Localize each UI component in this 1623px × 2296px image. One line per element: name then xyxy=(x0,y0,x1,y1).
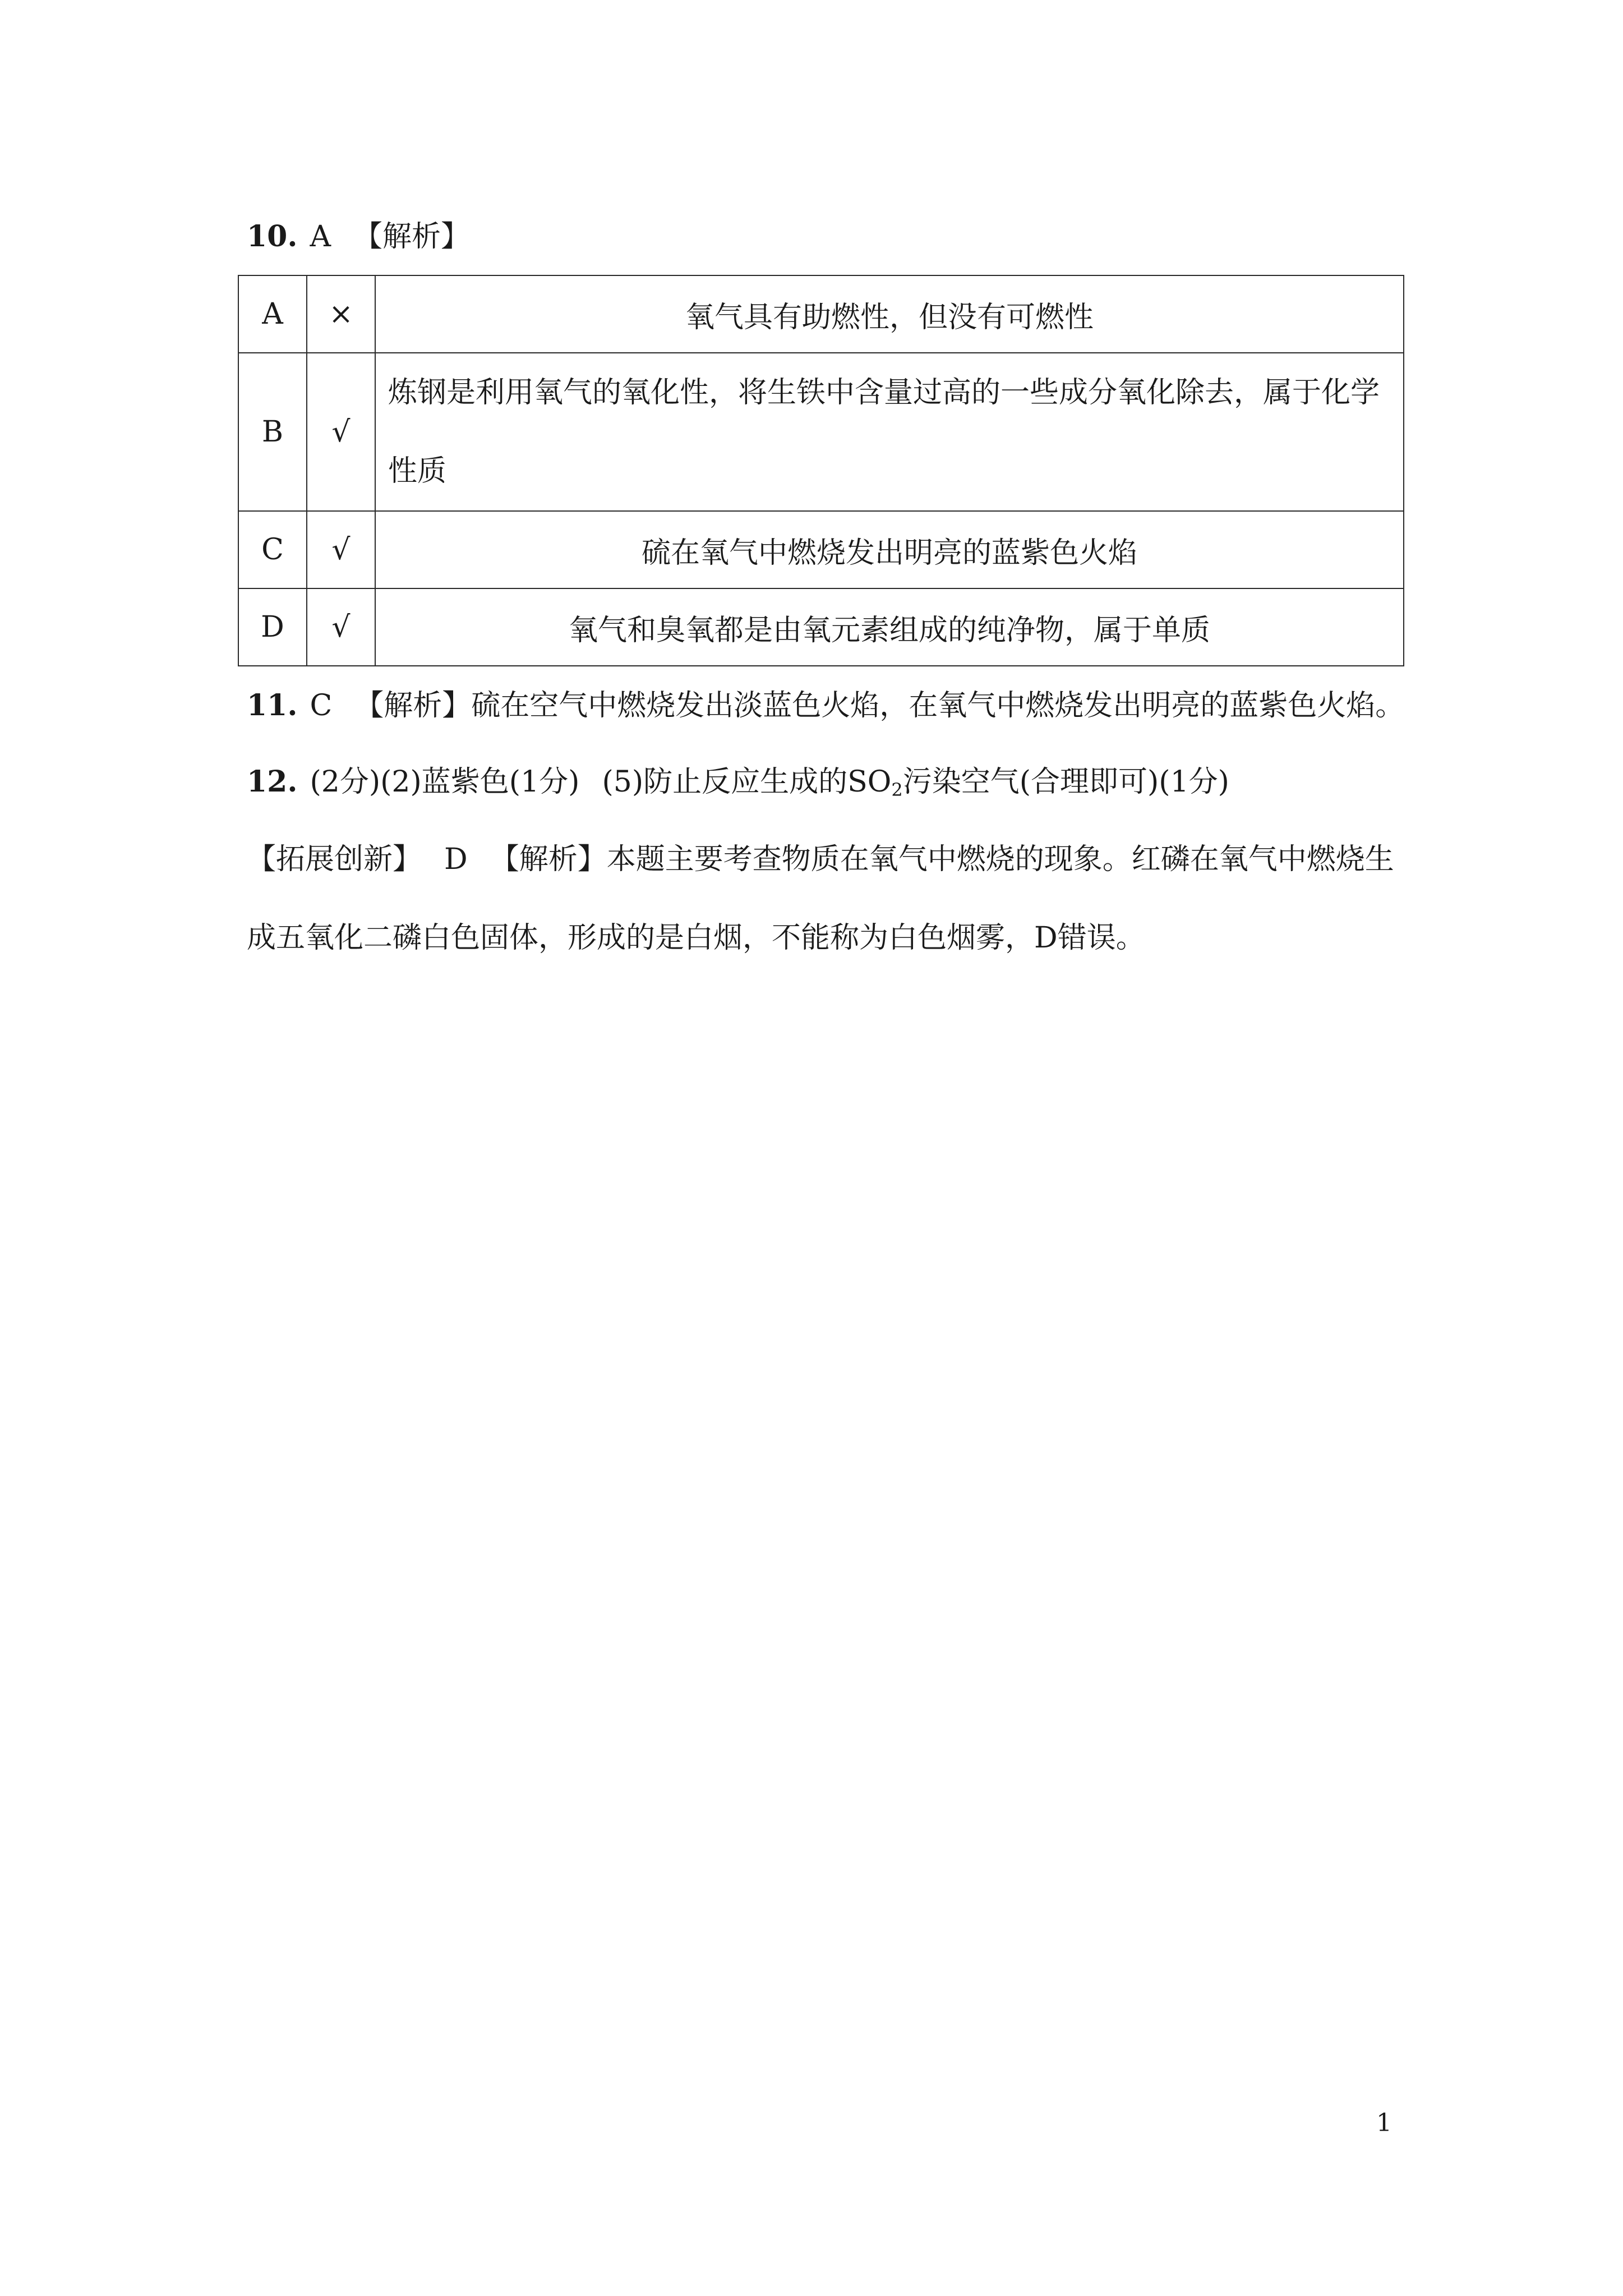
q11-answer: C xyxy=(310,689,333,723)
page-number: 1 xyxy=(1376,2109,1392,2137)
extension-line-2 xyxy=(247,920,1145,956)
table-row xyxy=(238,275,1404,353)
q12-subscript: 2 xyxy=(891,779,903,800)
table-row xyxy=(238,353,1404,511)
q11-number: 11. xyxy=(247,688,298,723)
extension-tag: 【拓展创新】 xyxy=(247,843,422,876)
option-cell: D xyxy=(238,588,307,666)
q12-number: 12. xyxy=(247,765,298,799)
q11-text: 硫在空气中燃烧发出淡蓝色火焰，在氧气中燃烧发出明亮的蓝紫色火焰。 xyxy=(471,689,1405,723)
extension-answer: D xyxy=(444,843,468,876)
q12-line xyxy=(247,764,1229,800)
explanation-cell: 炼钢是利用氧气的氧化性，将生铁中含量过高的一些成分氧化除去，属于化学性质 xyxy=(375,353,1404,511)
option-cell: B xyxy=(238,353,307,511)
extension-text-2: 成五氧化二磷白色固体，形成的是白烟，不能称为白色烟雾，D错误。 xyxy=(247,921,1145,955)
q11-line xyxy=(247,688,1404,724)
q10-answer: A xyxy=(310,220,331,254)
cross-mark: × xyxy=(307,275,375,353)
q10-analysis-tag: 【解析】 xyxy=(353,220,471,254)
extension-text-1: 本题主要考查物质在氧气中燃烧的现象。红磷在氧气中燃烧生 xyxy=(606,843,1394,876)
option-cell: C xyxy=(238,511,307,588)
q11-analysis-tag: 【解析】 xyxy=(354,689,472,723)
q12-part2-pre: (5)防止反应生成的SO xyxy=(602,765,892,799)
q10-line xyxy=(247,219,470,255)
check-mark: √ xyxy=(307,353,375,511)
explanation-cell: 氧气具有助燃性，但没有可燃性 xyxy=(375,275,1404,353)
table-row xyxy=(238,588,1404,666)
explanation-cell: 氧气和臭氧都是由氧元素组成的纯净物，属于单质 xyxy=(375,588,1404,666)
q12-part1: (2分)(2)蓝紫色(1分) xyxy=(310,765,580,799)
option-cell: A xyxy=(238,275,307,353)
q10-number: 10. xyxy=(247,219,298,254)
extension-analysis-tag: 【解析】 xyxy=(490,843,607,876)
q12-part2-post: 污染空气(合理即可)(1分) xyxy=(902,765,1229,799)
check-mark: √ xyxy=(307,588,375,666)
explanation-cell: 硫在氧气中燃烧发出明亮的蓝紫色火焰 xyxy=(375,511,1404,588)
extension-line-1 xyxy=(247,841,1394,877)
table-row xyxy=(238,511,1404,588)
check-mark: √ xyxy=(307,511,375,588)
answer-table xyxy=(238,275,1404,666)
